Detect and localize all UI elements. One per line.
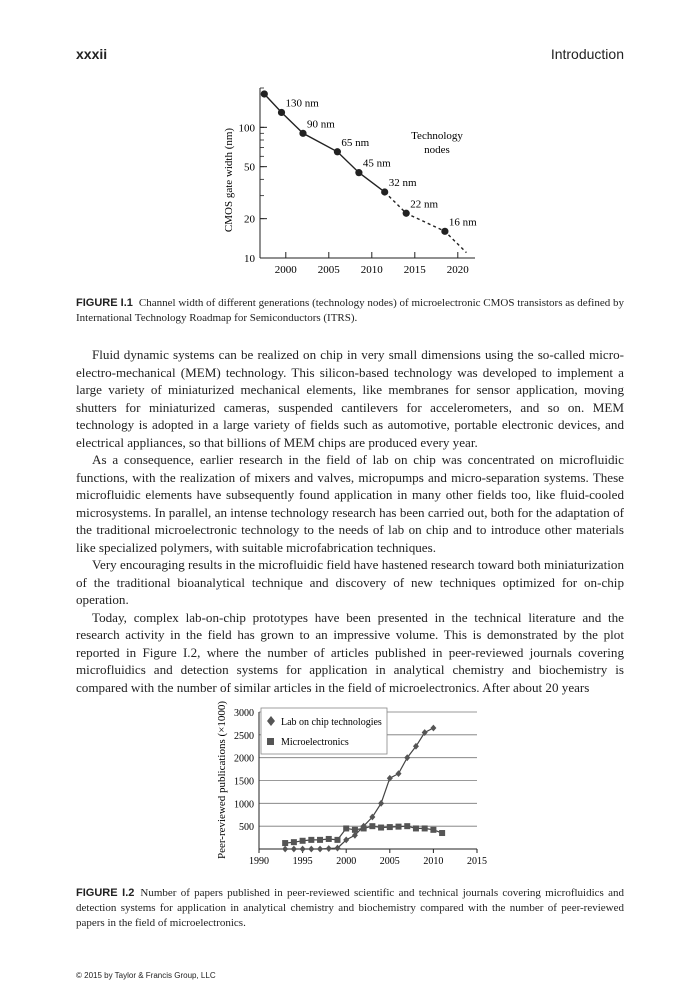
chart1-node-label: 45 nm xyxy=(362,157,391,170)
chart2-y-tick-label: 2000 xyxy=(234,753,254,765)
legend-label-lab-on-chip: Lab on chip technologies xyxy=(281,717,382,728)
chart2-x-tick-label: 2015 xyxy=(467,856,487,867)
chart1-legend-line2: nodes xyxy=(424,144,450,156)
figure-publications-chart xyxy=(205,695,495,875)
chart1-data-point xyxy=(355,169,362,176)
chart2-y-tick-label: 3000 xyxy=(234,708,254,719)
chart1-node-labels xyxy=(286,97,478,228)
chart1-axes xyxy=(239,88,476,276)
chart2-lab-on-chip-point xyxy=(300,846,306,853)
chart1-y-tick-label: 20 xyxy=(244,213,255,226)
paragraph: Very encouraging results in the microfluidic field have hastened research toward both miniaturization of the traditional bioanalytical technique and discovery of new techniques optimized for on-chip operation. xyxy=(76,557,624,607)
chart2-x-tick-label: 1990 xyxy=(249,856,269,867)
chart1-data-point xyxy=(278,109,285,116)
chart2-microelectronics-point xyxy=(430,827,436,833)
chart1-node-label: 130 nm xyxy=(285,97,319,110)
chart1-data-point xyxy=(441,228,448,235)
figure1-caption xyxy=(76,296,624,326)
chart2-microelectronics-point xyxy=(396,824,402,830)
chart1-x-tick-label: 2015 xyxy=(403,264,426,276)
chart2-microelectronics-point xyxy=(317,837,323,843)
chart2-microelectronics-point xyxy=(369,823,375,829)
page-number: xxxii xyxy=(76,46,108,62)
chart2-microelectronics-point xyxy=(334,837,340,843)
chart1-legend-line1: Technology xyxy=(411,130,463,142)
running-header xyxy=(76,46,624,66)
chart2-microelectronics-point xyxy=(439,830,445,836)
figure2-caption-text: Number of papers published in peer-reviewed scientific and technical journals covering microfluidics and detection systems for application in analytical chemistry and biochemistry compared with the number of peer-reviewed papers in the field of microelectronics. xyxy=(76,887,624,929)
figure1-caption-text: Channel width of different generations (technology nodes) of microelectronic CMOS transistors as defined by International Technology Roadmap for Semiconductors (ITRS). xyxy=(76,297,625,324)
chart1-x-tick-label: 2020 xyxy=(446,264,469,276)
chart1-data-point xyxy=(261,90,268,97)
legend-label-microelectronics: Microelectronics xyxy=(281,737,349,748)
chart2-lab-on-chip-point xyxy=(317,846,323,853)
chart1-x-tick-label: 2005 xyxy=(317,264,340,276)
paragraph: Today, complex lab-on-chip prototypes have been presented in the technical literature and the research activity in the field has grown to an impressive volume. This is demonstrated by the plot reported in Figure I.2, where the number of articles published in peer-reviewed journals covering microfluidics and detection systems for application in analytical chemistry and biochemistry is compared with the number of similar articles in the field of microelectronics. After about 20 years xyxy=(76,609,624,695)
body-text xyxy=(76,346,624,696)
chart1-node-label: 16 nm xyxy=(448,216,477,229)
chart2-y-tick-label: 500 xyxy=(239,822,254,834)
chart1-y-tick-label: 10 xyxy=(244,253,255,265)
chart2-microelectronics-point xyxy=(308,837,314,843)
legend-square-marker xyxy=(267,738,274,745)
chart2-lab-on-chip-point xyxy=(282,846,288,853)
chart1-data-point xyxy=(334,148,341,155)
chart2-lab-on-chip-point xyxy=(326,845,332,852)
chart1-y-axis-label: CMOS gate width (nm) xyxy=(223,127,235,233)
chart2-lab-on-chip-point xyxy=(396,770,402,777)
figure2-label: FIGURE I.2 xyxy=(76,887,135,899)
chart2-microelectronics-point xyxy=(387,824,393,830)
chart1-y-tick-label: 100 xyxy=(238,122,255,135)
chart2-y-tick-label: 1500 xyxy=(234,776,254,788)
chart2-x-tick-label: 1995 xyxy=(292,856,313,867)
chart2-x-tick-label: 2010 xyxy=(423,856,444,867)
chart2-microelectronics-point xyxy=(404,823,410,829)
figure-cmos-gate-width-chart xyxy=(200,80,490,280)
chart2-microelectronics-point xyxy=(378,825,384,831)
chart2-y-tick-label: 2500 xyxy=(234,730,254,742)
chart1-data-point xyxy=(403,210,410,217)
chart2-y-tick-label: 1000 xyxy=(234,799,254,811)
chart2-microelectronics-point xyxy=(413,825,419,831)
chart2-microelectronics-point xyxy=(326,836,332,842)
paragraph: Fluid dynamic systems can be realized on chip in very small dimensions using the so-called micro-electro-mechanical (MEM) technology. This silicon-based technology was developed to implement a large variety of miniaturized mechanical elements, like membranes for sensor application, moving shutters for miniaturized cameras, suspended cantilevers for accelerometers, and so on. MEM technology is adopted in a large variety of fields such as automotive, portable electronic devices, and electrical appliances, so that billions of MEM chips are produced every year. xyxy=(76,347,624,450)
figure2-caption xyxy=(76,886,624,931)
chart1-node-label: 22 nm xyxy=(410,198,439,211)
chart2-microelectronics-point xyxy=(422,825,428,831)
chart2-microelectronics-point xyxy=(300,838,306,844)
chart1-lines xyxy=(264,94,466,253)
section-title: Introduction xyxy=(550,46,624,62)
chart1-x-tick-label: 2010 xyxy=(360,264,383,276)
chart2-lab-on-chip-point xyxy=(291,846,297,853)
chart1-node-label: 65 nm xyxy=(341,136,370,149)
chart2-x-tick-label: 2005 xyxy=(379,856,400,867)
chart2-lab-on-chip-point xyxy=(430,725,436,732)
chart2-lab-on-chip-point xyxy=(308,846,314,853)
chart1-node-label: 90 nm xyxy=(307,118,335,131)
chart2-legend xyxy=(261,708,387,754)
copyright-notice: © 2015 by Taylor & Francis Group, LLC xyxy=(76,971,216,980)
chart2-x-tick-label: 2000 xyxy=(336,856,357,867)
figure1-label: FIGURE I.1 xyxy=(76,297,133,309)
chart1-y-tick-label: 50 xyxy=(244,161,255,174)
chart2-microelectronics-point xyxy=(352,827,358,833)
chart1-data-point xyxy=(381,188,388,195)
chart2-y-axis-label: Peer-reviewed publications (×1000) xyxy=(216,700,228,860)
chart2-microelectronics-point xyxy=(343,825,349,831)
chart1-points xyxy=(261,90,449,235)
chart1-node-label: 32 nm xyxy=(388,176,417,189)
chart1-data-point xyxy=(299,130,306,137)
chart2-microelectronics-point xyxy=(282,840,288,846)
chart2-microelectronics-point xyxy=(291,839,297,845)
chart2-microelectronics-point xyxy=(361,825,367,831)
paragraph: As a consequence, earlier research in the field of lab on chip was concentrated on microfluidic functions, with the realization of mixers and valves, micropumps and micro-separation systems. These microfluidic elements have subsequently found application in many other fields too, like fluid-cooled microsystems. In parallel, an intense technology research has been carried out, both for the adaptation of the traditional microelectronic technology to the needs of lab on chip and to introduce other materials like specialized polymers, with suitable microfabrication techniques. xyxy=(76,452,624,555)
chart1-x-tick-label: 2000 xyxy=(274,264,297,276)
